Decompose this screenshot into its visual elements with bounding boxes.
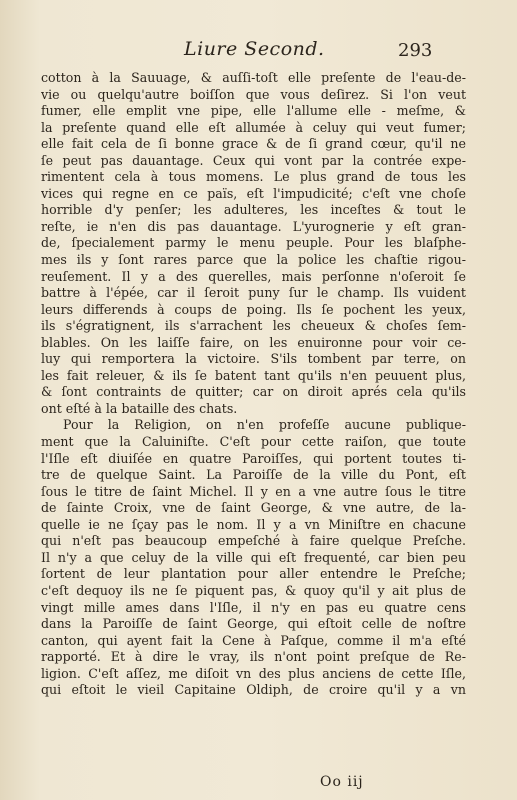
text-line: blables. On les laiſſe faire, on les enuironne pour voir ce- xyxy=(41,334,466,350)
text-line: ſe peut pas dauantage. Ceux qui vont par la contrée expe- xyxy=(41,152,466,168)
text-line: luy qui remportera la victoire. S'ils tombent par terre, on xyxy=(41,351,466,367)
text-line: Il n'y a que celuy de la ville qui eſt frequenté, car bien peu xyxy=(41,549,466,565)
text-line: rimentent cela à tous momens. Le plus grand de tous les xyxy=(41,169,466,185)
text-line: ont eſté à la bataille des chats. xyxy=(41,400,238,416)
text-line: reſte, ie n'en dis pas dauantage. L'yurognerie y eſt gran- xyxy=(41,218,466,234)
text-line: tre de quelque Saint. La Paroiſſe de la ville du Pont, eſt xyxy=(41,467,466,483)
text-line: fumer, elle emplit vne pipe, elle l'allume elle - meſme, & xyxy=(41,103,466,119)
text-line: canton, qui ayent fait la Cene à Paſque, comme il m'a eſté xyxy=(41,632,466,648)
running-title: Liure Second. xyxy=(184,38,325,60)
text-line: horrible d'y penſer; les adulteres, les inceſtes & tout le xyxy=(41,202,466,218)
text-line: & ſont contraints de quitter; car on diroit aprés cela qu'ils xyxy=(41,384,466,400)
text-line: de ſainte Croix, vne de ſaint George, & vne autre, de la- xyxy=(41,500,466,516)
text-line: qui n'eſt pas beaucoup empeſché à faire quelque Preſche. xyxy=(41,533,466,549)
page-header xyxy=(0,36,517,66)
text-line: quelle ie ne ſçay pas le nom. Il y a vn Miniſtre en chacune xyxy=(41,516,466,532)
text-line: ſortent de leur plantation pour aller entendre le Preſche; xyxy=(41,566,466,582)
body-text xyxy=(41,70,466,699)
text-line: les fait releuer, & ils ſe batent tant qu'ils n'en peuuent plus, xyxy=(41,367,466,383)
text-line: qui eſtoit le vieil Capitaine Oldiph, de croire qu'il y a vn xyxy=(41,682,466,698)
text-line: rapporté. Et à dire le vray, ils n'ont point preſque de Re- xyxy=(41,649,466,665)
text-line: cotton à la Sauuage, & auſſi-toſt elle preſente de l'eau-de- xyxy=(41,70,466,85)
text-line: leurs differends à coups de poing. Ils ſe pochent les yeux, xyxy=(41,301,466,317)
text-line: elle fait cela de ſi bonne grace & de ſi grand cœur, qu'il ne xyxy=(41,136,466,152)
text-line: c'eſt dequoy ils ne ſe piquent pas, & quoy qu'il y ait plus de xyxy=(41,582,466,598)
text-line: ment que la Caluiniſte. C'eſt pour cette raiſon, que toute xyxy=(41,434,466,450)
text-line: reuſement. Il y a des querelles, mais perſonne n'oſeroit ſe xyxy=(41,268,466,284)
text-line: la preſente quand elle eſt allumée à celuy qui veut fumer; xyxy=(41,119,466,135)
text-line: vie ou quelqu'autre boiſſon que vous deſirez. Si l'on veut xyxy=(41,86,466,102)
text-line: ils s'égratignent, ils s'arrachent les cheueux & choſes ſem- xyxy=(41,318,466,334)
text-line: battre à l'épée, car il ſeroit puny ſur le champ. Ils vuident xyxy=(41,285,466,301)
text-line: l'Iſle eſt diuiſée en quatre Paroiſſes, qui portent toutes ti- xyxy=(41,450,466,466)
text-line: ligion. C'eſt aſſez, me diſoit vn des plus anciens de cette Iſle, xyxy=(41,665,466,681)
page-number: 293 xyxy=(398,40,433,61)
text-line: vingt mille ames dans l'Iſle, il n'y en pas eu quatre cens xyxy=(41,599,466,615)
text-line: mes ils y ſont rares parce que la police les chaſtie rigou- xyxy=(41,252,466,268)
text-line: ſous le titre de ſaint Michel. Il y en a vne autre ſous le titre xyxy=(41,483,466,499)
text-line: Pour la Religion, on n'en profeſſe aucune publique- xyxy=(63,417,466,433)
text-line: de, ſpecialement parmy le menu peuple. Pour les blaſphe- xyxy=(41,235,466,251)
signature-mark: Oo iij xyxy=(320,774,364,790)
text-line: dans la Paroiſſe de ſaint George, qui eſtoit celle de noſtre xyxy=(41,616,466,632)
text-line: vices qui regne en ce païs, eſt l'impudicité; c'eſt vne choſe xyxy=(41,185,466,201)
